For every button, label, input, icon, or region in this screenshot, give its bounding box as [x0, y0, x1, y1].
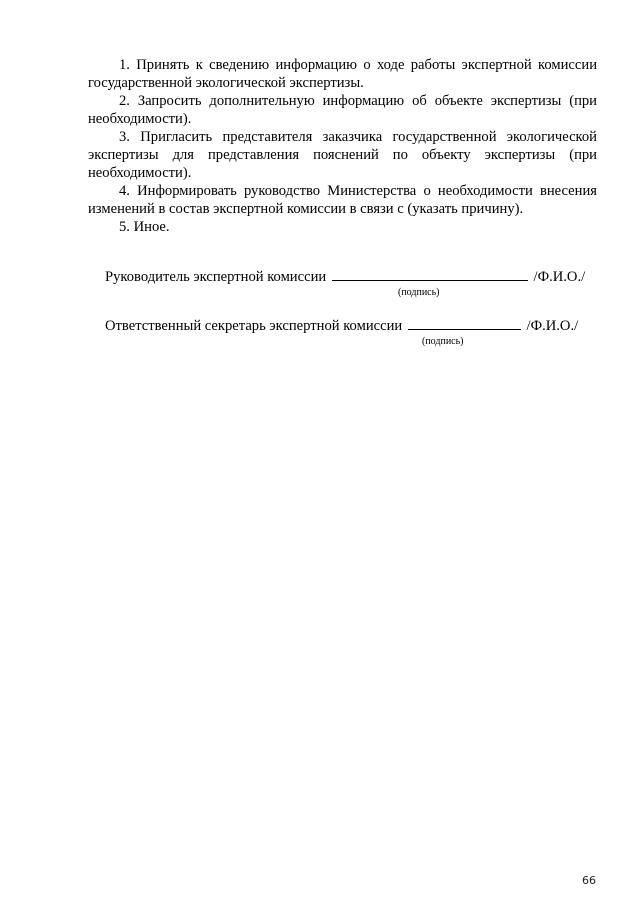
head-signature-caption: (подпись)	[398, 287, 440, 298]
decision-list	[88, 56, 597, 236]
secretary-signature-row	[105, 317, 578, 335]
secretary-signature-caption: (подпись)	[422, 336, 464, 347]
secretary-signature-line	[408, 317, 521, 330]
head-signature-label: Руководитель экспертной комиссии	[105, 269, 327, 285]
list-item: 4. Информировать руководство Министерства о необходимости внесения изменений в состав экспертной комиссии в связи с (указать причину).	[88, 183, 597, 217]
page-number: 66	[582, 874, 596, 887]
list-item: 3. Пригласить представителя заказчика государственной экологической экспертизы для представления пояснений по объекту экспертизы (при необходимости).	[88, 129, 597, 181]
list-item: 2. Запросить дополнительную информацию об объекте экспертизы (при необходимости).	[88, 93, 597, 127]
secretary-signature-name: /Ф.И.О./	[526, 318, 579, 334]
head-signature-row	[105, 268, 585, 286]
head-signature-name: /Ф.И.О./	[533, 269, 586, 285]
list-item: 1. Принять к сведению информацию о ходе работы экспертной комиссии государственной экологической экспертизы.	[88, 57, 597, 91]
list-item: 5. Иное.	[119, 219, 170, 235]
secretary-signature-label: Ответственный секретарь экспертной комиссии	[105, 318, 403, 334]
head-signature-line	[332, 268, 528, 281]
